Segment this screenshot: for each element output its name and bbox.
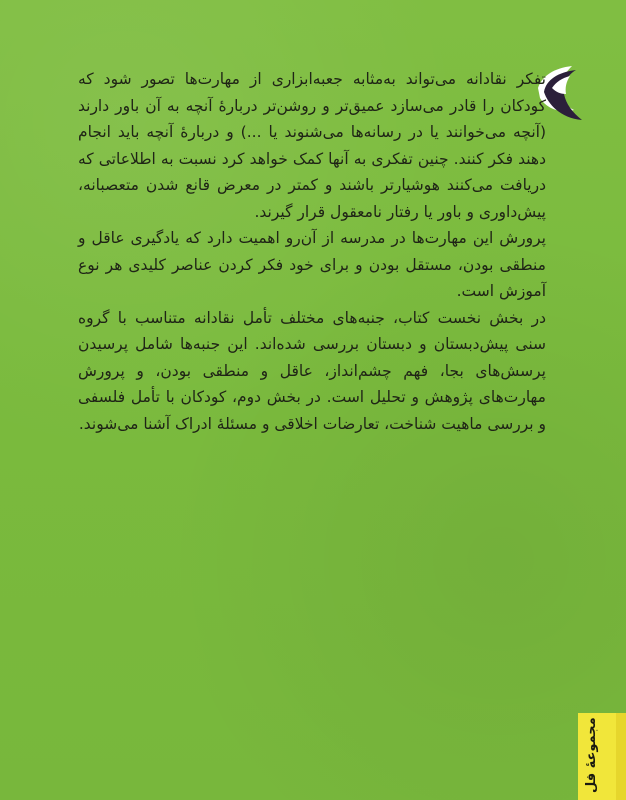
series-label-stripe — [616, 713, 626, 800]
series-label-text: مجموعهٔ فل — [584, 717, 599, 793]
description-paragraph-3: در بخش نخست کتاب، جنبه‌های مختلف تأمل نقادانه متناسب با گروه سنی پیش‌دبستان و دبستان بررسی شده‌اند. این جنبه‌ها شامل پرسیدن پرسش‌های بجا، فهم چشم‌انداز، عاقل و منطقی بودن، و پرورش مهارت‌های پژوهش و تحلیل است. در بخش دوم، کودکان با تأمل فلسفی و بررسی ماهیت شناخت، تعارضات اخلاقی و مسئلهٔ ادراک آشنا می‌شوند. — [78, 308, 546, 433]
description-paragraph-1: تفکر نقادانه می‌تواند به‌مثابه جعبه‌ابزاری از مهارت‌ها تصور شود که کودکان را قادر می‌سازد عمیق‌تر و روشن‌تر دربارهٔ آنچه به آن باور دارند (آنچه می‌خوانند یا در رسانه‌ها می‌شنوند یا ...) و دربارهٔ آنچه باید انجام دهند فکر کنند. چنین تفکری به آنها کمک خواهد کرد نسبت به اطلاعاتی که دریافت می‌کنند هوشیارتر باشند و کمتر در معرض قانع شدن متعصبانه، پیش‌داوری و باور یا رفتار نامعقول قرار گیرند. — [78, 70, 546, 221]
cover-description — [78, 66, 546, 437]
description-paragraph-2: پرورش این مهارت‌ها در مدرسه از آن‌رو اهمیت دارد که یادگیری عاقل و منطقی بودن، مستقل بودن و برای خود فکر کردن عناصر کلیدی هر نوع آموزش است. — [78, 229, 546, 300]
series-label-badge — [578, 713, 626, 800]
